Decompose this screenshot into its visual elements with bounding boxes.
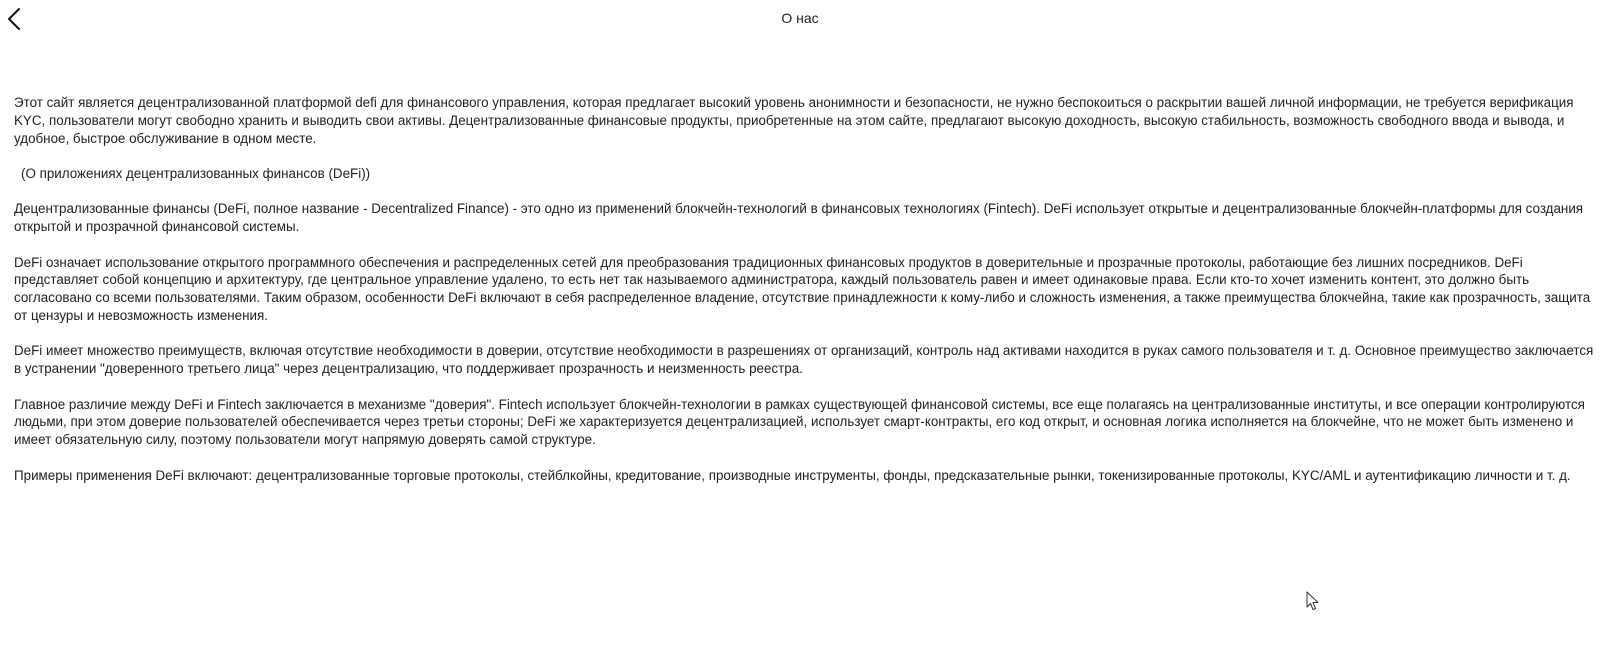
header-bar [0, 0, 1600, 40]
intro-paragraph: Этот сайт является децентрализованной платформой defi для финансового управления, которая предлагает высокий уровень анонимности и безопасности, не нужно беспокоиться о раскрытии вашей личной информации, не требуется верификация KYC, пользователи могут свободно хранить и выводить свои активы. Децентрализованные финансовые продукты, приобретенные на этом сайте, предлагают высокую доходность, высокую стабильность, возможность свободного ввода и вывода, и удобное, быстрое обслуживание в одном месте. [14, 95, 1574, 146]
examples-paragraph: Примеры применения DeFi включают: децентрализованные торговые протоколы, стейблкойны, кредитование, производные инструменты, фонды, предсказательные рынки, токенизированные протоколы, KYC/AML и аутентификацию личности и т. д. [14, 467, 1571, 483]
advantages-paragraph: DeFi имеет множество преимуществ, включая отсутствие необходимости в доверии, отсутствие необходимости в разрешениях от организаций, контроль над активами находится в руках самого пользователя и т. д. Основное преимущество заключается в устранении "доверенного третьего лица" через децентрализацию, что поддерживает прозрачность и неизменность реестра. [14, 343, 1594, 377]
definition-paragraph: Децентрализованные финансы (DeFi, полное название - Decentralized Finance) - это одно из применений блокчейн-технологий в финансовых технологиях (Fintech). DeFi использует открытые и децентрализованные блокчейн-платформы для создания открытой и прозрачной финансовой системы. [14, 201, 1584, 235]
mouse-pointer-icon [1306, 591, 1320, 611]
section-subheading: (О приложениях децентрализованных финансов (DeFi)) [21, 165, 371, 181]
about-content [14, 94, 1594, 502]
page-title: О нас [781, 10, 819, 26]
comparison-paragraph: Главное различие между DeFi и Fintech заключается в механизме "доверия". Fintech использует блокчейн-технологии в рамках существующей финансовой системы, все еще полагаясь на централизованные институты, и все операции контролируются людьми, при этом доверие пользователей обеспечивается через третьи стороны; DeFi же характеризуется децентрализацией, использует смарт-контракты, его код открыт, и основная логика исполняется на блокчейне, что не может быть изменено и имеет обязательную силу, поэтому пользователи могут напрямую доверять самой структуре. [14, 396, 1585, 448]
concept-paragraph: DeFi означает использование открытого программного обеспечения и распределенных сетей для преобразования традиционных финансовых продуктов в доверительные и прозрачные протоколы, работающие без лишних посредников. DeFi представляет собой концепцию и архитектуру, где центральное управление удалено, то есть нет так называемого администратора, каждый пользователь равен и имеет одинаковые права. Если кто-то хочет изменить контент, это должно быть согласовано со всеми пользователями. Таким образом, особенности DeFi включают в себя распределенное владение, отсутствие принадлежности к кому-либо и сложность изменения, а также преимущества блокчейна, такие как прозрачность, защита от цензуры и невозможность изменения. [14, 254, 1591, 323]
